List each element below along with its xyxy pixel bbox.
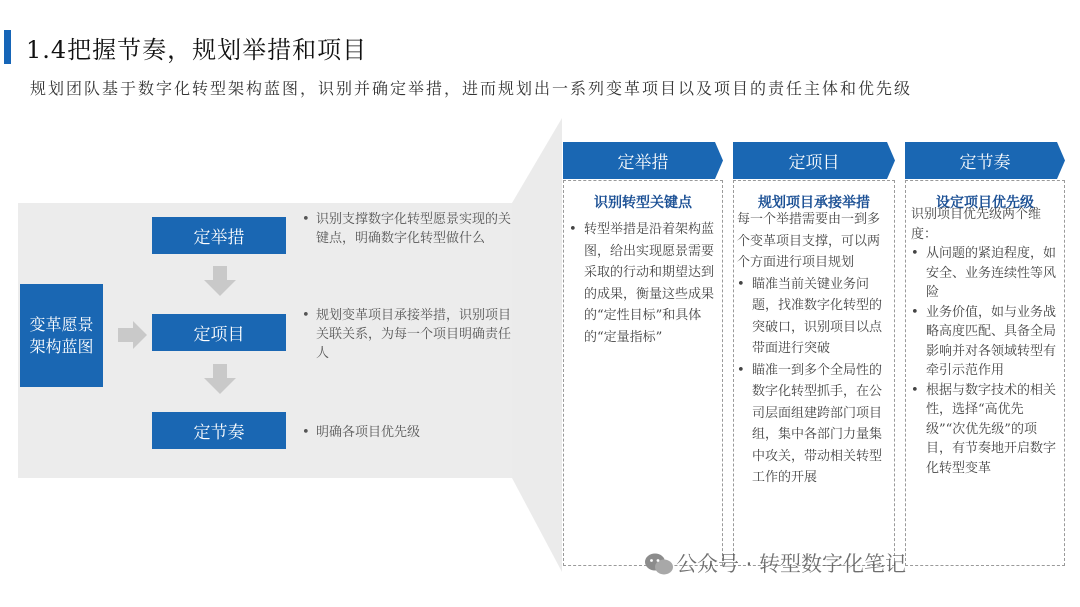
wechat-icon bbox=[644, 551, 674, 577]
watermark-text: 公众号 · 转型数字化笔记 bbox=[676, 552, 907, 576]
zoom-connector bbox=[512, 110, 564, 580]
column-subtitle-rhythm: 设定项目优先级 bbox=[936, 195, 1034, 211]
page-title: 1.4把握节奏，规划举措和项目 bbox=[26, 36, 368, 64]
vision-blueprint-box: 变革愿景架构蓝图 bbox=[20, 284, 103, 387]
column-header-projects: 定项目 bbox=[733, 142, 895, 179]
step-desc-projects: • 规划变革项目承接举措，识别项目关联关系，为每一个项目明确责任人 bbox=[302, 308, 512, 361]
column-subtitle-initiatives: 识别转型关键点 bbox=[594, 195, 692, 211]
step-desc-rhythm: • 明确各项目优先级 bbox=[302, 425, 421, 440]
column-header-initiatives: 定举措 bbox=[563, 142, 723, 179]
step-define-initiatives: 定举措 bbox=[152, 217, 286, 254]
arrow-down-icon bbox=[204, 266, 236, 296]
step-define-rhythm: 定节奏 bbox=[152, 412, 286, 449]
arrow-down-icon bbox=[204, 364, 236, 394]
column-text-rhythm: 识别项目优先级两个维度： • 从问题的紧迫程度，如安全、业务连续性等风险 • 业务价值，如与业务战略高度匹配、具备全局影响并对各领域转型有牵引示范作用 • 根据与数字技术的相关性，选择“高优先级”“次优先级”的项目，有节奏地开启数字化转型变革 bbox=[911, 207, 1057, 476]
column-header-rhythm: 定节奏 bbox=[905, 142, 1065, 179]
page-subtitle: 规划团队基于数字化转型架构蓝图，识别并确定举措，进而规划出一系列变革项目以及项目的责任主体和优先级 bbox=[30, 79, 913, 98]
arrow-right-icon bbox=[118, 321, 148, 349]
title-accent-bar bbox=[4, 30, 11, 64]
step-desc-initiatives: • 识别支撑数字化转型愿景实现的关键点，明确数字化转型做什么 bbox=[302, 212, 512, 246]
column-subtitle-projects: 规划项目承接举措 bbox=[758, 195, 870, 211]
column-text-initiatives: • 转型举措是沿着架构蓝图，给出实现愿景需要采取的行动和期望达到的成果，衡量这些成果的“定性目标”和具体的“定量指标” bbox=[569, 222, 715, 345]
step-define-projects: 定项目 bbox=[152, 314, 286, 351]
column-text-projects: 每一个举措需要由一到多个变革项目支撑，可以两个方面进行项目规划 • 瞄准当前关键业务问题，找准数字化转型的突破口，识别项目以点带面进行突破 • 瞄准一到多个全局性的数字化转型抓手，在公司层面组建跨部门项目组，集中各部门力量集中攻关，带动相关转型工作的开展 bbox=[737, 212, 883, 485]
